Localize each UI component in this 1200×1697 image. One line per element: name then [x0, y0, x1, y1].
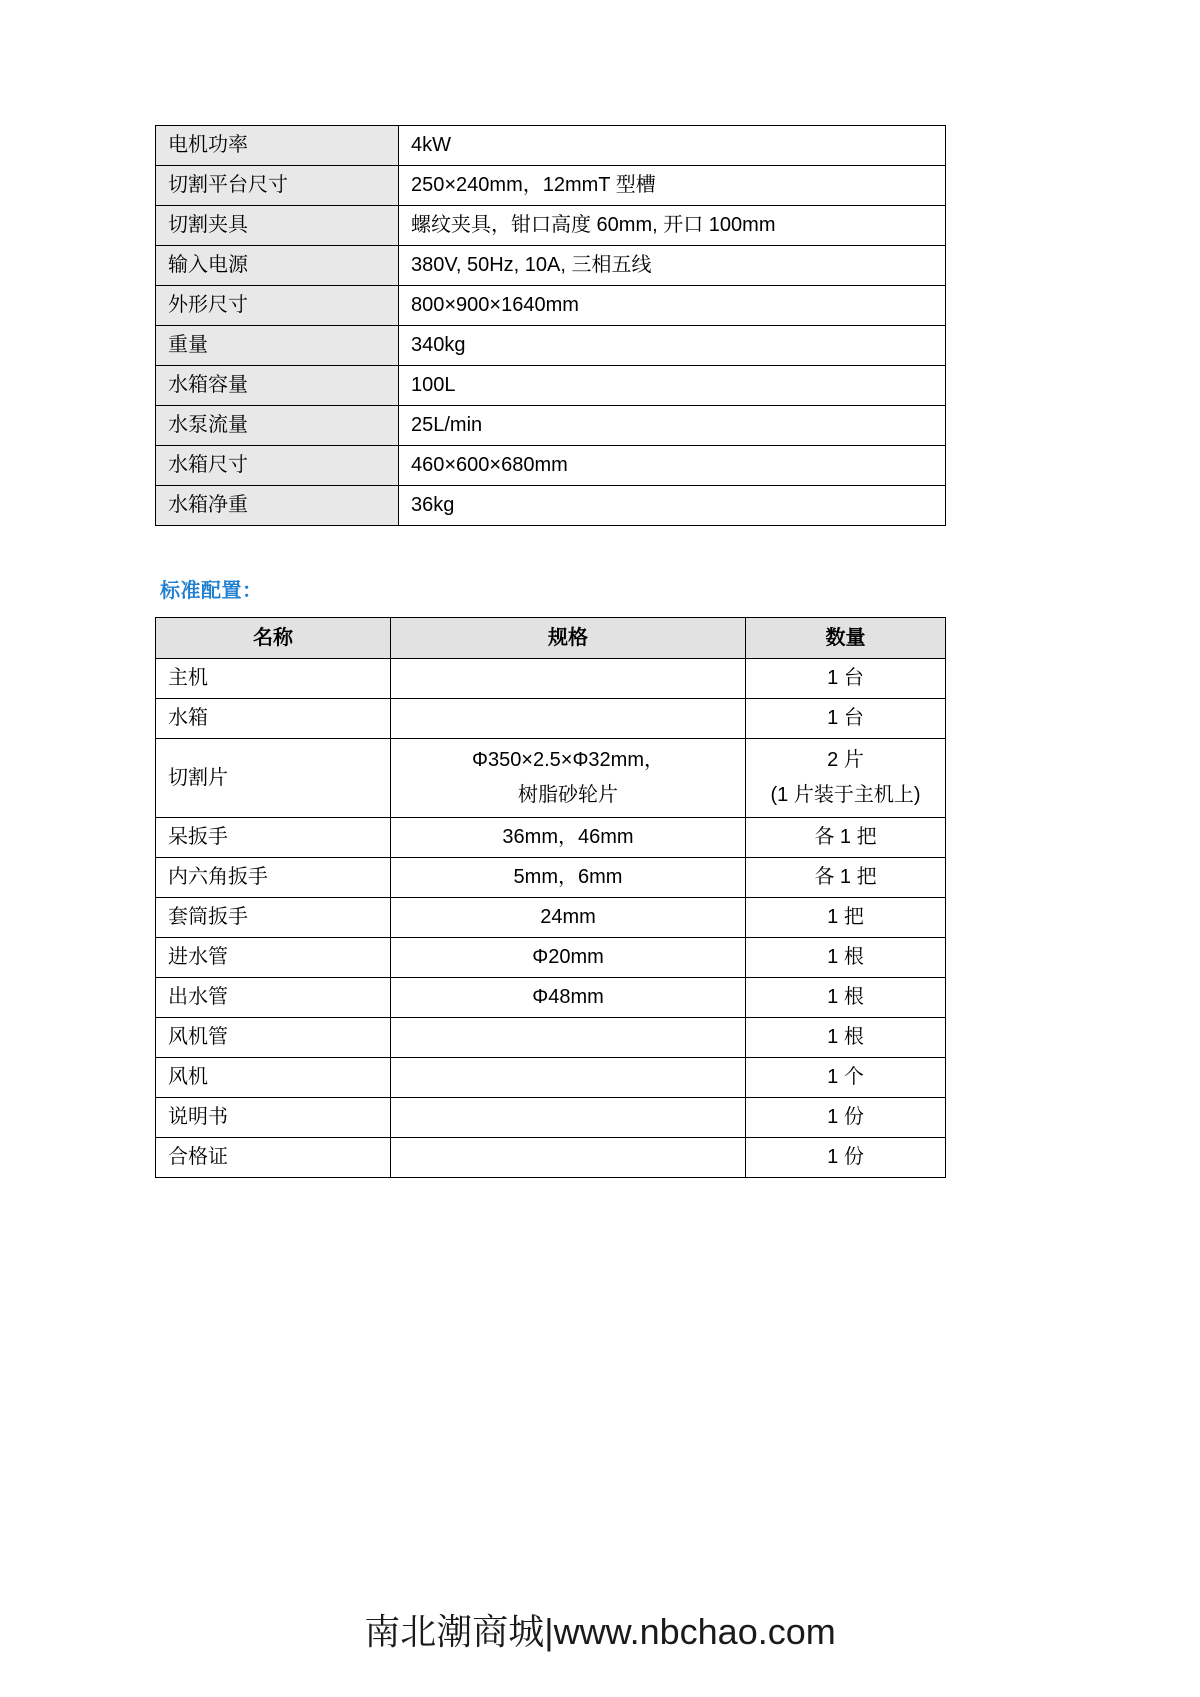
item-spec: 24mm	[391, 898, 746, 938]
item-name: 合格证	[156, 1138, 391, 1178]
param-value: 250×240mm，12mmT 型槽	[399, 166, 946, 206]
param-label: 切割夹具	[156, 206, 399, 246]
item-spec	[391, 1098, 746, 1138]
table-row	[156, 446, 946, 486]
table-row	[156, 1138, 946, 1178]
table-row	[156, 1058, 946, 1098]
table-row	[156, 286, 946, 326]
table-row	[156, 366, 946, 406]
item-name: 水箱	[156, 699, 391, 739]
column-header-qty: 数量	[746, 618, 946, 659]
table-row	[156, 486, 946, 526]
table-row	[156, 699, 946, 739]
param-label: 水泵流量	[156, 406, 399, 446]
param-value: 25L/min	[399, 406, 946, 446]
item-name: 主机	[156, 659, 391, 699]
table-header-row	[156, 618, 946, 659]
param-label: 水箱容量	[156, 366, 399, 406]
item-qty: 1 把	[746, 898, 946, 938]
item-qty: 1 个	[746, 1058, 946, 1098]
table-row	[156, 818, 946, 858]
table-row	[156, 739, 946, 818]
item-spec: 36mm，46mm	[391, 818, 746, 858]
param-value: 800×900×1640mm	[399, 286, 946, 326]
table-row	[156, 166, 946, 206]
param-label: 水箱尺寸	[156, 446, 399, 486]
item-qty: 1 根	[746, 978, 946, 1018]
document-content	[155, 125, 945, 1178]
table-row	[156, 978, 946, 1018]
item-spec: Φ20mm	[391, 938, 746, 978]
item-spec	[391, 659, 746, 699]
item-qty: 各 1 把	[746, 858, 946, 898]
table-row	[156, 858, 946, 898]
item-name: 呆扳手	[156, 818, 391, 858]
param-value: 460×600×680mm	[399, 446, 946, 486]
param-value: 340kg	[399, 326, 946, 366]
item-spec	[391, 1138, 746, 1178]
table-row	[156, 898, 946, 938]
param-label: 输入电源	[156, 246, 399, 286]
table-row	[156, 126, 946, 166]
item-qty: 1 根	[746, 938, 946, 978]
table-row	[156, 659, 946, 699]
item-spec-line1: Φ350×2.5×Φ32mm，	[471, 749, 664, 771]
item-qty-line2: (1 片装于主机上)	[770, 784, 921, 806]
item-qty: 1 份	[746, 1098, 946, 1138]
item-spec: Φ48mm	[391, 978, 746, 1018]
standard-configuration-heading: 标准配置：	[160, 580, 263, 602]
param-label: 水箱净重	[156, 486, 399, 526]
param-value: 380V, 50Hz, 10A, 三相五线	[399, 246, 946, 286]
item-name: 切割片	[156, 739, 391, 818]
table-row	[156, 938, 946, 978]
item-name: 出水管	[156, 978, 391, 1018]
param-label: 电机功率	[156, 126, 399, 166]
item-name: 风机管	[156, 1018, 391, 1058]
standard-configuration-table	[155, 617, 946, 1178]
item-spec	[391, 1058, 746, 1098]
item-spec	[391, 739, 746, 818]
table-row	[156, 206, 946, 246]
item-name: 进水管	[156, 938, 391, 978]
column-header-spec: 规格	[391, 618, 746, 659]
table-row	[156, 326, 946, 366]
param-label: 切割平台尺寸	[156, 166, 399, 206]
item-qty: 1 份	[746, 1138, 946, 1178]
item-qty	[746, 739, 946, 818]
param-value: 100L	[399, 366, 946, 406]
item-name: 风机	[156, 1058, 391, 1098]
item-spec	[391, 1018, 746, 1058]
item-spec: 5mm，6mm	[391, 858, 746, 898]
item-spec-line2: 树脂砂轮片	[518, 784, 618, 806]
param-label: 外形尺寸	[156, 286, 399, 326]
table-row	[156, 1018, 946, 1058]
footer-watermark: 南北潮商城|www.nbchao.com	[364, 1611, 836, 1652]
item-name: 套筒扳手	[156, 898, 391, 938]
item-qty: 1 台	[746, 699, 946, 739]
table-row	[156, 1098, 946, 1138]
parameters-table	[155, 125, 946, 526]
item-name: 内六角扳手	[156, 858, 391, 898]
table-row	[156, 246, 946, 286]
param-label: 重量	[156, 326, 399, 366]
param-value: 36kg	[399, 486, 946, 526]
item-name: 说明书	[156, 1098, 391, 1138]
table-row	[156, 406, 946, 446]
item-qty: 1 根	[746, 1018, 946, 1058]
item-qty: 各 1 把	[746, 818, 946, 858]
item-qty-line1: 2 片	[827, 749, 864, 771]
param-value: 4kW	[399, 126, 946, 166]
item-qty: 1 台	[746, 659, 946, 699]
param-value: 螺纹夹具，钳口高度 60mm, 开口 100mm	[399, 206, 946, 246]
item-spec	[391, 699, 746, 739]
column-header-name: 名称	[156, 618, 391, 659]
